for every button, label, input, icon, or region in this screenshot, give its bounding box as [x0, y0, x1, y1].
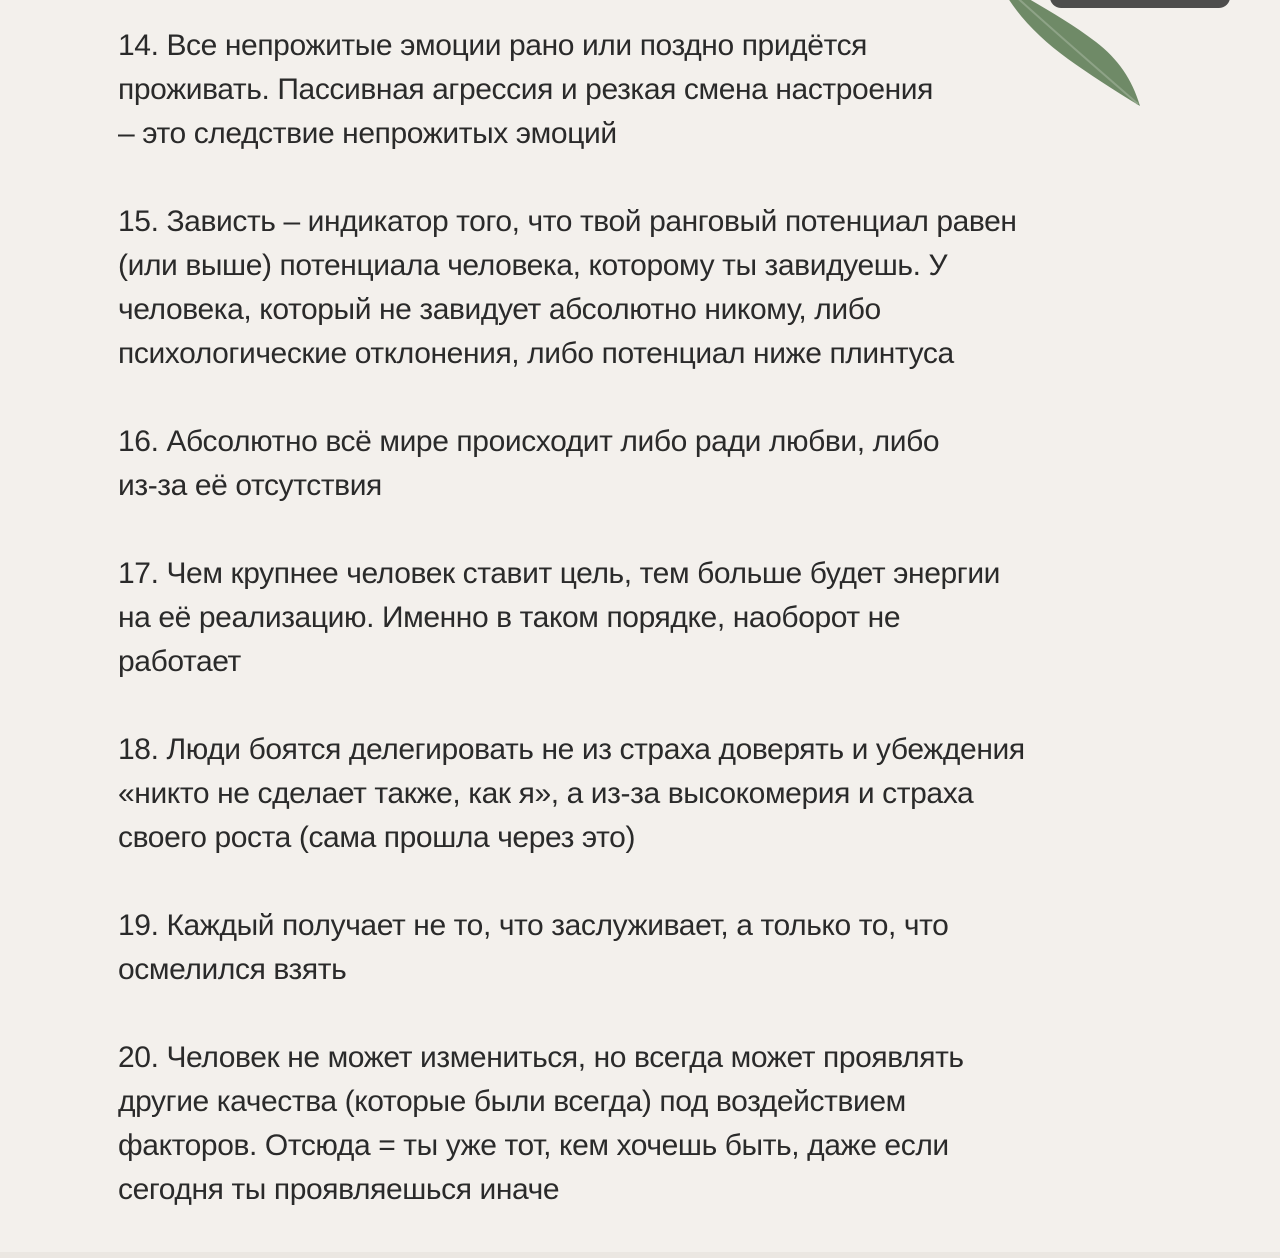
statement-line: другие качества (которые были всегда) под воздействием: [118, 1085, 906, 1118]
statement-line: 17. Чем крупнее человек ставит цель, тем больше будет энергии: [118, 557, 1001, 590]
statement-line: из-за её отсутствия: [118, 469, 382, 502]
statement-line: сегодня ты проявляешься иначе: [118, 1173, 560, 1206]
statement-line: своего роста (сама прошла через это): [118, 821, 636, 854]
statement-16: [118, 420, 1128, 508]
statement-line: 15. Зависть – индикатор того, что твой ранговый потенциал равен: [118, 205, 1017, 238]
statement-list: [118, 24, 1128, 1212]
statement-line: работает: [118, 645, 241, 678]
statement-line: – это следствие непрожитых эмоций: [118, 117, 617, 150]
statement-19: [118, 904, 1128, 992]
statement-line: осмелился взять: [118, 953, 347, 986]
statement-18: [118, 728, 1128, 860]
statement-17: [118, 552, 1128, 684]
statement-line: человека, который не завидует абсолютно никому, либо: [118, 293, 881, 326]
statement-line: (или выше) потенциала человека, которому ты завидуешь. У: [118, 249, 948, 282]
statement-15: [118, 200, 1128, 376]
statement-line: психологические отклонения, либо потенциал ниже плинтуса: [118, 337, 954, 370]
statement-line: факторов. Отсюда = ты уже тот, кем хочешь быть, даже если: [118, 1129, 949, 1162]
statement-line: проживать. Пассивная агрессия и резкая смена настроения: [118, 73, 933, 106]
rounded-chip: [1050, 0, 1230, 8]
statement-line: 18. Люди боятся делегировать не из страха доверять и убеждения: [118, 733, 1025, 766]
statement-line: 20. Человек не может измениться, но всегда может проявлять: [118, 1041, 964, 1074]
statement-line: 16. Абсолютно всё мире происходит либо ради любви, либо: [118, 425, 940, 458]
statement-14: [118, 24, 1128, 156]
statement-line: «никто не сделает также, как я», а из-за высокомерия и страха: [118, 777, 974, 810]
bottom-edge: [0, 1252, 1280, 1258]
statement-line: на её реализацию. Именно в таком порядке, наоборот не: [118, 601, 901, 634]
statement-20: [118, 1036, 1128, 1212]
statement-line: 14. Все непрожитые эмоции рано или поздно придётся: [118, 29, 868, 62]
statement-line: 19. Каждый получает не то, что заслуживает, а только то, что: [118, 909, 949, 942]
